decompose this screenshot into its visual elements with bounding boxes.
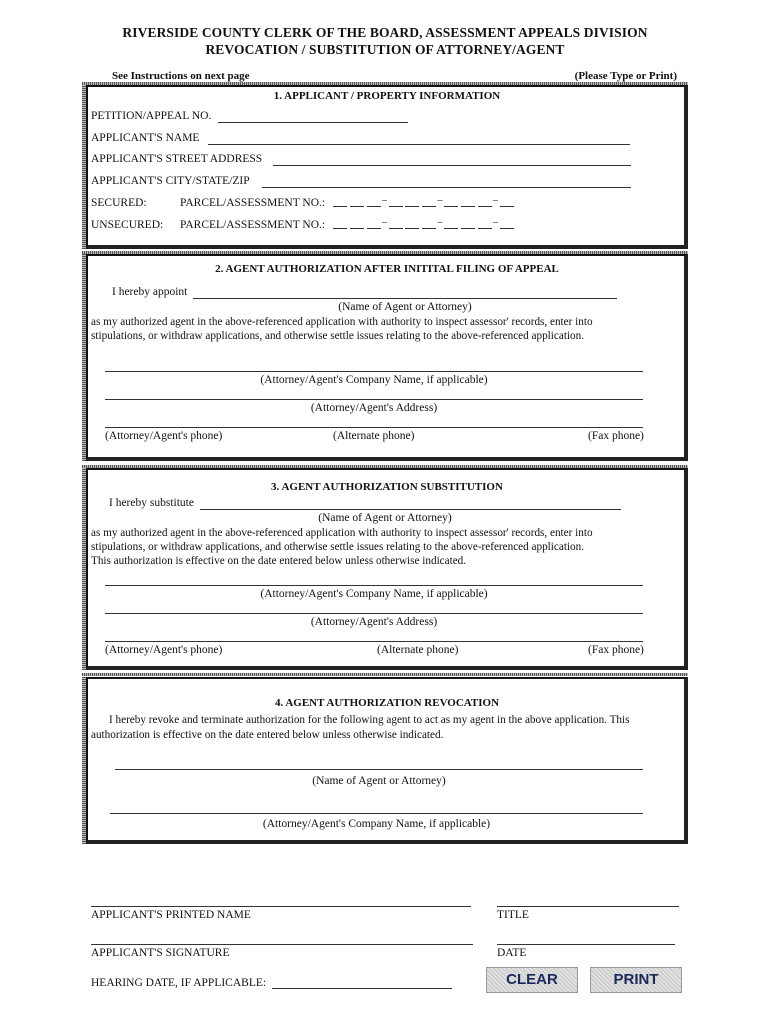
hearing-date-label: HEARING DATE, IF APPLICABLE: xyxy=(91,977,267,989)
printed-name-label: APPLICANT'S PRINTED NAME xyxy=(91,909,251,921)
section2-company-input[interactable] xyxy=(105,371,643,372)
section2-text1: as my authorized agent in the above-referenced application with authority to inspect assessor' records, enter into xyxy=(91,316,593,328)
hearing-date-input[interactable] xyxy=(272,988,452,989)
date-label: DATE xyxy=(497,947,527,959)
secured-parcel-label: PARCEL/ASSESSMENT NO.: xyxy=(180,197,326,209)
secured-label: SECURED: xyxy=(91,197,147,209)
section3-phone-caption: (Attorney/Agent's phone) xyxy=(105,644,223,656)
secured-parcel-input[interactable]: – – – xyxy=(333,196,514,210)
section2-text2: stipulations, or withdraw applications, and otherwise settle issues relating to the above-referenced application. xyxy=(91,330,585,342)
signature-label: APPLICANT'S SIGNATURE xyxy=(91,947,230,959)
section4-hatch xyxy=(82,673,688,676)
section2-address-caption: (Attorney/Agent's Address) xyxy=(310,402,438,414)
substitute-name-caption: (Name of Agent or Attorney) xyxy=(318,512,452,524)
form-title-line1: RIVERSIDE COUNTY CLERK OF THE BOARD, ASSESSMENT APPEALS DIVISION xyxy=(122,25,648,40)
printed-name-input[interactable] xyxy=(91,906,471,907)
section2-phone-caption: (Attorney/Agent's phone) xyxy=(105,430,223,442)
unsecured-parcel-input[interactable]: – – – xyxy=(333,218,514,232)
section3-text2: stipulations, or withdraw applications, and otherwise settle issues relating to the above-referenced application. xyxy=(91,541,585,553)
clear-button[interactable]: CLEAR xyxy=(486,967,578,993)
date-input[interactable] xyxy=(497,944,675,945)
section1-title: 1. APPLICANT / PROPERTY INFORMATION xyxy=(273,90,501,102)
signature-input[interactable] xyxy=(91,944,473,945)
section4-text2: authorization is effective on the date entered below unless otherwise indicated. xyxy=(91,729,444,741)
title-input[interactable] xyxy=(497,906,679,907)
section2-alt-phone-caption: (Alternate phone) xyxy=(333,430,415,442)
section4-text1: I hereby revoke and terminate authorization for the following agent to act as my agent in the above application. This xyxy=(109,714,630,726)
section2-address-input[interactable] xyxy=(105,399,643,400)
street-address-label: APPLICANT'S STREET ADDRESS xyxy=(91,153,263,165)
section3-address-caption: (Attorney/Agent's Address) xyxy=(310,616,438,628)
petition-label: PETITION/APPEAL NO. xyxy=(91,110,212,122)
section3-address-input[interactable] xyxy=(105,613,643,614)
section3-text3: This authorization is effective on the date entered below unless otherwise indicated. xyxy=(91,555,467,567)
revoke-company-input[interactable] xyxy=(110,813,643,814)
revoke-name-caption: (Name of Agent or Attorney) xyxy=(312,775,446,787)
instructions-note: See Instructions on next page xyxy=(112,70,250,82)
section4-title: 4. AGENT AUTHORIZATION REVOCATION xyxy=(274,697,500,709)
section3-company-caption: (Attorney/Agent's Company Name, if applicable) xyxy=(260,588,488,600)
city-state-zip-input[interactable] xyxy=(262,187,631,188)
substitute-agent-input[interactable] xyxy=(200,509,621,510)
section2-phones-input[interactable] xyxy=(105,427,643,428)
section3-phones-input[interactable] xyxy=(105,641,643,642)
applicant-name-input[interactable] xyxy=(208,144,630,145)
applicant-name-label: APPLICANT'S NAME xyxy=(91,132,200,144)
section3-text1: as my authorized agent in the above-referenced application with authority to inspect assessor' records, enter into xyxy=(91,527,593,539)
unsecured-parcel-label: PARCEL/ASSESSMENT NO.: xyxy=(180,219,326,231)
street-address-input[interactable] xyxy=(273,165,631,166)
unsecured-label: UNSECURED: xyxy=(91,219,164,231)
appoint-label: I hereby appoint xyxy=(112,286,188,298)
city-state-zip-label: APPLICANT'S CITY/STATE/ZIP xyxy=(91,175,250,187)
revoke-company-caption: (Attorney/Agent's Company Name, if applicable) xyxy=(262,818,491,830)
print-button[interactable]: PRINT xyxy=(590,967,682,993)
form-title-line2: REVOCATION / SUBSTITUTION OF ATTORNEY/AGENT xyxy=(205,42,565,57)
section2-title: 2. AGENT AUTHORIZATION AFTER INITITAL FILING OF APPEAL xyxy=(215,263,559,275)
title-label: TITLE xyxy=(497,909,529,921)
appoint-name-caption: (Name of Agent or Attorney) xyxy=(338,301,472,313)
section3-fax-caption: (Fax phone) xyxy=(588,644,644,656)
section3-title: 3. AGENT AUTHORIZATION SUBSTITUTION xyxy=(271,481,503,493)
revoke-agent-input[interactable] xyxy=(115,769,643,770)
appoint-agent-input[interactable] xyxy=(193,298,617,299)
substitute-label: I hereby substitute xyxy=(109,497,194,509)
type-print-note: (Please Type or Print) xyxy=(574,70,677,82)
section3-company-input[interactable] xyxy=(105,585,643,586)
section2-company-caption: (Attorney/Agent's Company Name, if applicable) xyxy=(260,374,488,386)
section2-fax-caption: (Fax phone) xyxy=(588,430,644,442)
section3-alt-phone-caption: (Alternate phone) xyxy=(377,644,459,656)
petition-input[interactable] xyxy=(218,122,408,123)
